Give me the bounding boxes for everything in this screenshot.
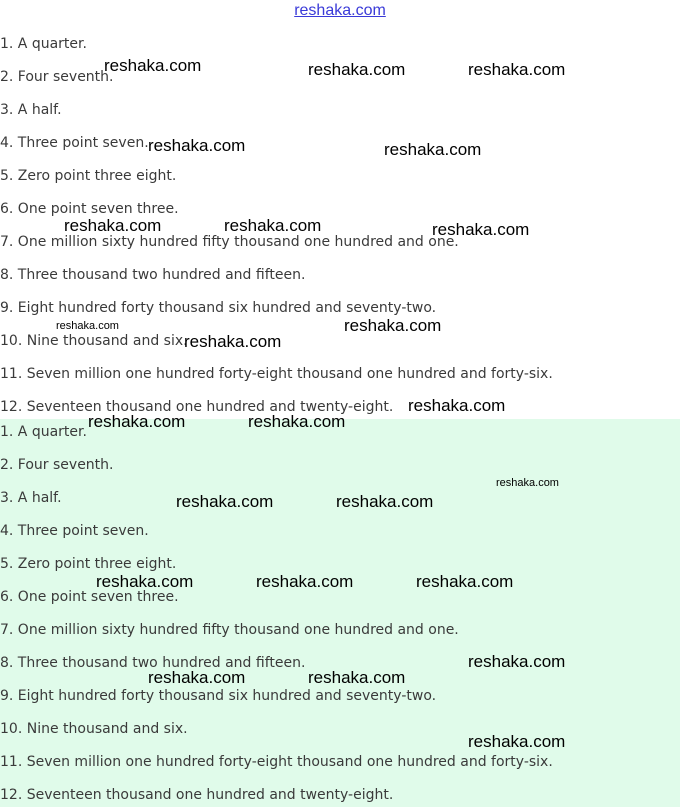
watermark: reshaka.com: [88, 412, 186, 431]
watermark: reshaka.com: [336, 492, 434, 511]
watermark: reshaka.com: [64, 216, 162, 235]
watermark: reshaka.com: [256, 572, 354, 591]
answers-block-2: [0, 419, 680, 807]
answer-line: 5. Zero point three eight.: [0, 556, 177, 572]
answer-line: 4. Three point seven.: [0, 523, 149, 539]
watermark: reshaka.com: [148, 136, 246, 155]
watermark: reshaka.com: [468, 732, 566, 751]
answer-line: 1. A quarter.: [0, 424, 87, 440]
answer-line: 12. Seventeen thousand one hundred and twenty-eight.: [0, 787, 394, 803]
answer-line: 4. Three point seven.: [0, 135, 149, 151]
header: [0, 0, 680, 24]
watermark: reshaka.com: [432, 220, 530, 239]
answer-line: 8. Three thousand two hundred and fifteen.: [0, 655, 306, 671]
answer-line: 5. Zero point three eight.: [0, 168, 177, 184]
watermark: reshaka.com: [408, 396, 506, 415]
watermark: reshaka.com: [148, 668, 246, 687]
watermark: reshaka.com: [104, 56, 202, 75]
watermark: reshaka.com: [176, 492, 274, 511]
answer-line: 11. Seven million one hundred forty-eight thousand one hundred and forty-six.: [0, 754, 553, 770]
watermark: reshaka.com: [184, 332, 282, 351]
answer-line: 6. One point seven three.: [0, 589, 179, 605]
answer-line: 7. One million sixty hundred fifty thousand one hundred and one.: [0, 622, 459, 638]
site-link[interactable]: reshaka.com: [294, 2, 386, 19]
answer-line: 2. Four seventh.: [0, 457, 114, 473]
answer-line: 1. A quarter.: [0, 36, 87, 52]
answer-line: 7. One million sixty hundred fifty thousand one hundred and one.: [0, 234, 459, 250]
answer-line: 2. Four seventh.: [0, 69, 114, 85]
answer-line: 9. Eight hundred forty thousand six hundred and seventy-two.: [0, 688, 437, 704]
watermark: reshaka.com: [96, 572, 194, 591]
watermark: reshaka.com: [344, 316, 442, 335]
watermark: reshaka.com: [224, 216, 322, 235]
watermark: reshaka.com: [384, 140, 482, 159]
answer-line: 3. A half.: [0, 102, 62, 118]
answer-line: 10. Nine thousand and six.: [0, 721, 188, 737]
watermark: reshaka.com: [468, 652, 566, 671]
watermark: reshaka.com: [468, 60, 566, 79]
answer-line: 10. Nine thousand and six.: [0, 333, 188, 349]
answer-line: 8. Three thousand two hundred and fifteen.: [0, 267, 306, 283]
answer-line: 6. One point seven three.: [0, 201, 179, 217]
watermark: reshaka.com: [416, 572, 514, 591]
answer-line: 11. Seven million one hundred forty-eight thousand one hundred and forty-six.: [0, 366, 553, 382]
watermark: reshaka.com: [308, 668, 406, 687]
watermark: reshaka.com: [308, 60, 406, 79]
watermark: reshaka.com: [56, 320, 119, 332]
answer-line: 9. Eight hundred forty thousand six hundred and seventy-two.: [0, 300, 437, 316]
answer-line: 3. A half.: [0, 490, 62, 506]
watermark: reshaka.com: [496, 477, 559, 489]
watermark: reshaka.com: [248, 412, 346, 431]
answer-line: 12. Seventeen thousand one hundred and twenty-eight.: [0, 399, 394, 415]
